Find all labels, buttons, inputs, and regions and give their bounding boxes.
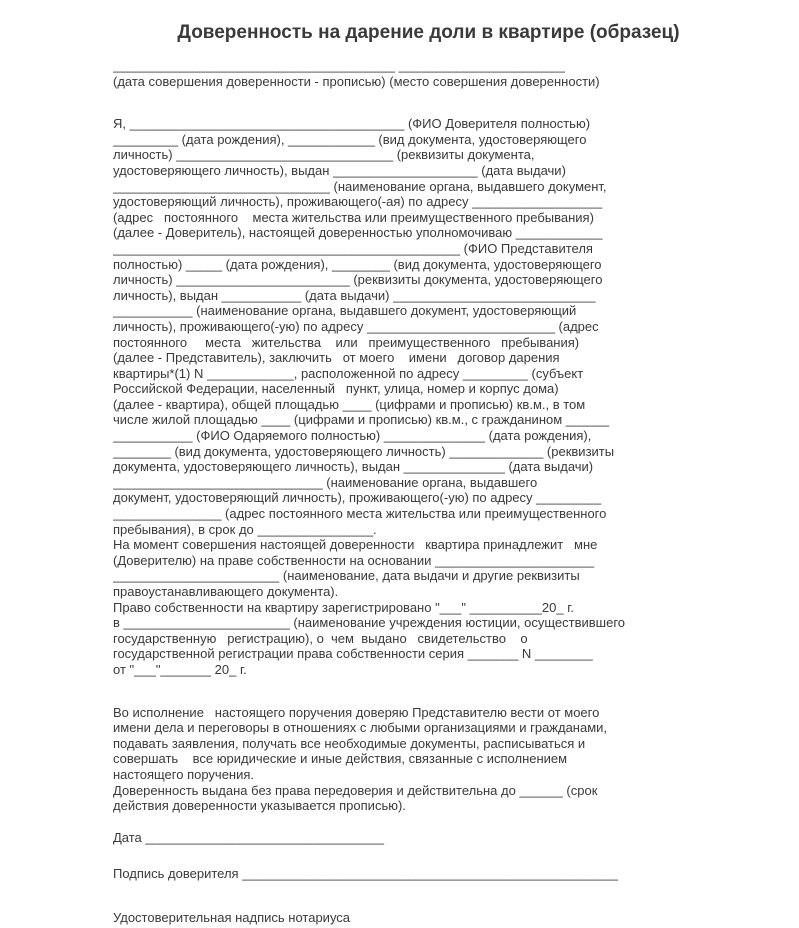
text-line: документа, удостоверяющего личность), выдан ______________ (дата выдачи) [113,459,594,475]
text-line: государственной регистрации права собственности серия _______ N ________ [113,646,593,662]
header-blanks-line: _______________________________________ _______________________ [113,58,565,73]
text-line: (Доверителю) на праве собственности на основании ______________________ [113,552,595,568]
text-line: Российской Федерации, населенный пункт, улица, номер и корпус дома) [113,381,559,397]
text-line: полностью) _____ (дата рождения), ________ (вид документа, удостоверяющего [113,256,602,272]
text-line: Во исполнение настоящего поручения доверяю Представителю вести от моего [113,704,600,720]
text-line: ________________________________________________ (ФИО Представителя [113,240,593,256]
text-line: в _______________________ (наименование учреждения юстиции, осуществившего [113,615,626,631]
text-line: от "___"_______ 20_ г. [113,661,247,677]
text-line: Право собственности на квартиру зарегистрировано "___" __________20_ г. [113,599,574,615]
text-line: имени дела и переговоры в отношениях с любыми организациями и гражданами, [113,720,608,736]
text-line: пребывания), в срок до ________________. [113,521,377,537]
text-line: ___________ (наименование органа, выдавшего документ, удостоверяющий [113,303,577,319]
document-body [113,58,673,926]
text-line: квартиры*(1) N ____________, расположенной по адресу _________ (субъект [113,365,584,381]
text-line: совершать все юридические и иные действия, связанные с исполнением [113,751,568,767]
text-line: ______________________________ (наименование органа, выдавшего документ, [113,178,607,194]
text-line: удостоверяющего личность), выдан ____________________ (дата выдачи) [113,162,566,178]
final-paragraph [113,705,673,814]
text-line: (далее - квартира), общей площадью ____ (цифрами и прописью) кв.м., в том [113,396,586,412]
text-line: личность) ______________________________ (реквизиты документа, [113,147,535,163]
text-line: действия доверенности указывается прописью). [113,798,406,814]
text-line: личность), выдан ___________ (дата выдачи) ____________________________ [113,287,596,303]
text-line: настоящего поручения. [113,766,255,782]
text-line: документ, удостоверяющий личность), проживающего(-ую) по адресу _________ [113,490,602,506]
main-paragraph [113,116,673,677]
text-line: (адрес постоянного места жительства или преимущественного пребывания) [113,209,594,225]
text-line: личность) ________________________ (реквизиты документа, удостоверяющего [113,272,603,288]
text-line: подавать заявления, получать все необходимые документы, расписываться и [113,735,586,751]
document-title: Доверенность на дарение доли в квартире (образец) [177,22,680,43]
text-line: правоустанавливающего документа). [113,584,339,599]
spacer [113,678,673,705]
text-line: удостоверяющий личность), проживающего(-ая) по адресу __________________ [113,194,603,210]
text-line: Доверенность выдана без права передоверия и действительна до ______ (срок [113,782,598,798]
text-line: (далее - Доверитель), настоящей доверенностью уполномочиваю ____________ [113,225,603,241]
text-line: (далее - Представитель), заключить от моего имени договор дарения [113,350,560,366]
text-line: ___________ (ФИО Одаряемого полностью) ______________ (дата рождения), [113,428,592,444]
text-line: постоянного места жительства или преимущественного пребывания) [113,334,580,350]
date-line: Дата _________________________________ [113,829,384,845]
text-line: _______________ (адрес постоянного места жительства или преимущественного [113,506,607,522]
text-line: На момент совершения настоящей доверенности квартира принадлежит мне [113,537,598,553]
signature-line: Подпись доверителя ____________________________________________________ [113,866,619,882]
text-line: _______________________ (наименование, дата выдачи и другие реквизиты [113,568,580,584]
text-line: государственную регистрацию), о чем выдано свидетельство о [113,630,528,646]
text-line: личность), проживающего(-ую) по адресу __________________________ (адрес [113,318,599,334]
text-line: Я, ______________________________________ (ФИО Доверителя полностью) [113,116,591,132]
text-line: _____________________________ (наименование органа, выдавшего [113,474,538,490]
text-line: ________ (вид документа, удостоверяющего личность) _____________ (реквизиты [113,443,615,459]
notary-caption: Удостоверительная надпись нотариуса [113,909,351,925]
text-line: _________ (дата рождения), ____________ (вид документа, удостоверяющего [113,131,587,147]
header-caption-line: (дата совершения доверенности - прописью) (место совершения доверенности) [113,73,600,89]
spacer [113,89,673,116]
text-line: числе жилой площадью ____ (цифрами и прописью) кв.м., с гражданином ______ [113,412,610,428]
